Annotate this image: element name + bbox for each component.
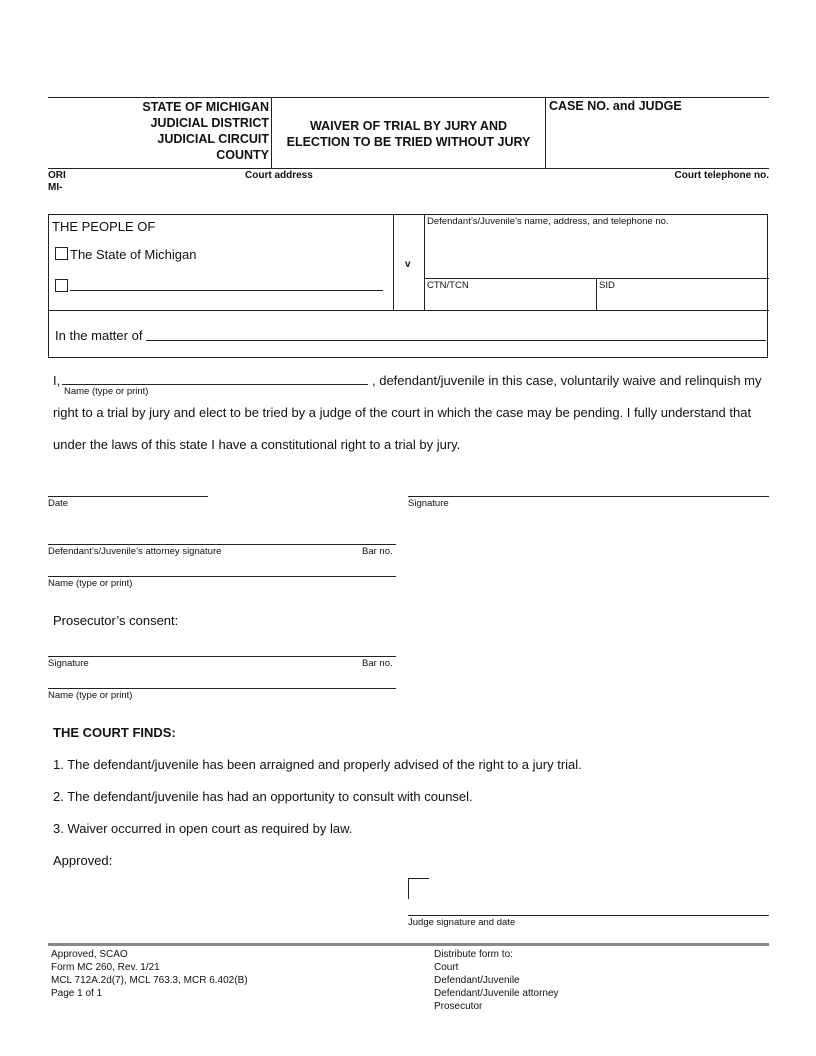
ctn-label: CTN/TCN — [427, 280, 469, 291]
judge-seal-corner — [408, 878, 429, 899]
approved-label: Approved: — [53, 853, 113, 868]
form-title — [272, 118, 545, 150]
defendant-name-hint: Name (type or print) — [64, 386, 149, 397]
distribution-recipient: Defendant/Juvenile — [434, 975, 520, 986]
attorney-bar-no-label: Bar no. — [362, 546, 393, 557]
prosecutor-bar-no-label: Bar no. — [362, 658, 393, 669]
court-address-label: Court address — [245, 170, 313, 181]
ori-label: ORI — [48, 170, 66, 181]
court-jurisdiction — [60, 99, 269, 163]
parties-box-lower-rule — [48, 310, 769, 311]
defendant-name-field[interactable] — [62, 384, 368, 385]
people-of-label: THE PEOPLE OF — [52, 219, 156, 234]
other-plaintiff-field[interactable] — [70, 290, 383, 291]
matter-of-label: In the matter of — [55, 328, 143, 343]
form-title-line2: ELECTION TO BE TRIED WITHOUT JURY — [286, 135, 531, 149]
statement-prefix: I, — [53, 373, 61, 388]
finding-item: 1. The defendant/juvenile has been arraigned and properly advised of the right to a jury trial. — [53, 757, 582, 772]
distribution-recipient: Defendant/Juvenile attorney — [434, 988, 559, 999]
date-label: Date — [48, 498, 69, 509]
distribution-recipient: Prosecutor — [434, 1001, 483, 1012]
attorney-signature-field[interactable] — [48, 544, 396, 545]
defendant-info-field[interactable] — [426, 230, 767, 276]
distribution-recipient: Court — [434, 962, 459, 973]
versus-label: v — [405, 259, 411, 270]
finding-item: 2. The defendant/juvenile has had an opportunity to consult with counsel. — [53, 789, 473, 804]
approved-scao: Approved, SCAO — [51, 949, 128, 960]
people-box-right-edge — [393, 214, 394, 311]
state-label: STATE OF MICHIGAN — [142, 100, 269, 114]
district-label: JUDICIAL DISTRICT — [150, 116, 269, 130]
case-no-label: CASE NO. and JUDGE — [549, 99, 682, 113]
statement-line2: right to a trial by jury and elect to be tried by a judge of the court in which the case may be pending. I fully understand that — [53, 405, 752, 420]
distribute-label: Distribute form to: — [434, 949, 513, 960]
form-title-line1: WAIVER OF TRIAL BY JURY AND — [309, 119, 507, 133]
statutes: MCL 712A.2d(7), MCL 763.3, MCR 6.402(B) — [51, 975, 248, 986]
header-bottom-rule — [48, 168, 769, 169]
court-finds-heading: THE COURT FINDS: — [53, 725, 176, 740]
other-plaintiff-checkbox[interactable] — [55, 279, 68, 292]
footer-rule — [48, 943, 769, 946]
prosecutor-signature-field[interactable] — [48, 656, 396, 657]
state-of-michigan-label: The State of Michigan — [70, 247, 197, 262]
header-divider-right — [545, 97, 546, 169]
attorney-name-field[interactable] — [48, 576, 396, 577]
prosecutor-consent-label: Prosecutor’s consent: — [53, 613, 179, 628]
ctn-sid-divider — [596, 278, 597, 311]
court-phone-label: Court telephone no. — [674, 170, 769, 181]
statement-line1: , defendant/juvenile in this case, voluntarily waive and relinquish my — [372, 373, 762, 388]
finding-item: 3. Waiver occurred in open court as required by law. — [53, 821, 353, 836]
form-number: Form MC 260, Rev. 1/21 — [51, 962, 160, 973]
header-top-rule — [48, 97, 769, 98]
defendant-signature-field[interactable] — [408, 496, 769, 497]
defendant-signature-label: Signature — [408, 498, 449, 509]
sid-label: SID — [599, 280, 615, 291]
statement-line3: under the laws of this state I have a constitutional right to a trial by jury. — [53, 437, 461, 452]
attorney-signature-label: Defendant’s/Juvenile’s attorney signature — [48, 546, 222, 557]
county-label: COUNTY — [216, 148, 269, 162]
prosecutor-signature-label: Signature — [48, 658, 89, 669]
footer-left — [51, 948, 248, 1000]
state-of-michigan-checkbox[interactable] — [55, 247, 68, 260]
date-field[interactable] — [48, 496, 208, 497]
footer-right — [434, 948, 559, 1013]
judge-signature-label: Judge signature and date — [408, 917, 516, 928]
defendant-info-label: Defendant’s/Juvenile’s name, address, and telephone no. — [427, 216, 669, 227]
mi-label: MI- — [48, 182, 63, 193]
attorney-name-label: Name (type or print) — [48, 578, 133, 589]
judge-signature-field[interactable] — [408, 915, 769, 916]
circuit-label: JUDICIAL CIRCUIT — [157, 132, 269, 146]
page-number: Page 1 of 1 — [51, 988, 103, 999]
matter-of-field[interactable] — [146, 340, 766, 341]
prosecutor-name-label: Name (type or print) — [48, 690, 133, 701]
prosecutor-name-field[interactable] — [48, 688, 396, 689]
defendant-box-left-edge — [424, 214, 425, 311]
